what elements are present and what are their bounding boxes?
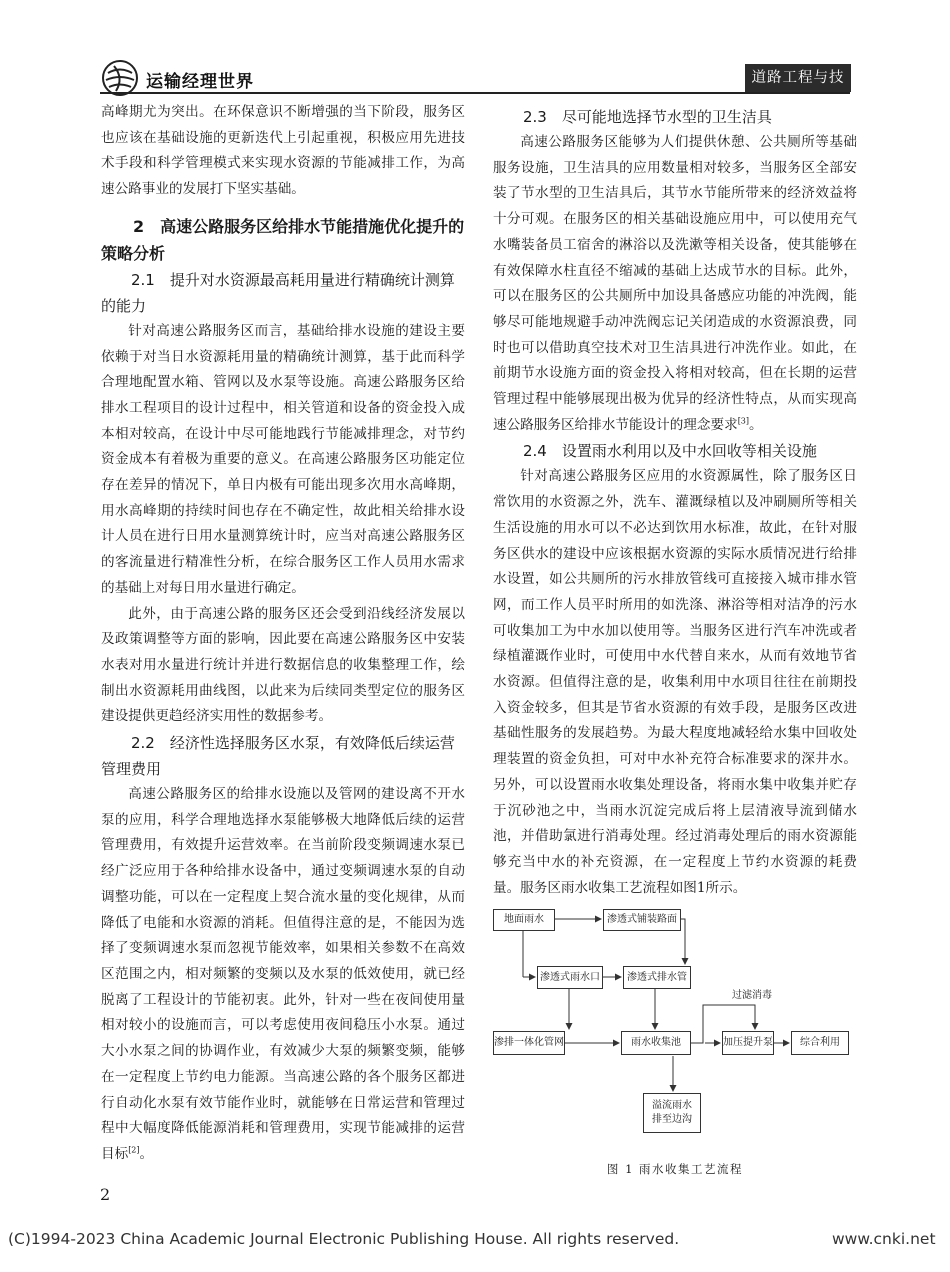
page-number: 2: [100, 1185, 111, 1204]
node-ground-rain: 地面雨水: [493, 909, 555, 931]
citation-ref[interactable]: [2]: [128, 1145, 140, 1155]
copyright-notice: (C)1994-2023 China Academic Journal Electronic Publishing House. All rights reserved.: [8, 1230, 680, 1248]
subsection-heading: 2.2 经济性选择服务区水泵，有效降低后续运营管理费用: [101, 734, 455, 779]
overflow-line: 溢流雨水: [652, 1100, 692, 1112]
rainwater-flow-diagram: [493, 909, 857, 1209]
paragraph: [493, 130, 857, 438]
page-header: [0, 0, 950, 114]
paragraph: 针对高速公路服务区而言，基础给排水设施的建设主要依赖于对当日水资源耗用量的精确统计测算，基于此而科学合理地配置水箱、管网以及水泵等设施。高速公路服务区给排水工程项目的设计过程中，相关管道和设备的资金投入成本相对较高，在设计中尽可能地践行节能减排理念，对节约资金成本有着极为重要的意义。在高速公路服务区功能定位存在差异的情况下，单日内极有可能出现多次用水高峰期，用水高峰期的持续时间也存在不确定性，故此相关给排水设计人员在进行日用水量测算统计时，应当对高速公路服务区的客流量进行精准性分析，在综合服务区工作人员用水需求的基础上对每日用水量进行确定。: [101, 322, 465, 596]
header-rule: [100, 92, 850, 94]
right-column: [493, 100, 857, 1209]
node-integrated-network: 渗排一体化管网: [493, 1031, 565, 1055]
subsection-heading: 2.3 尽可能地选择节水型的卫生洁具: [523, 108, 772, 126]
node-permeable-pavement: 渗透式铺装路面: [603, 909, 681, 931]
paragraph: 此外，由于高速公路的服务区还会受到沿线经济发展以及政策调整等方面的影响，因此要在高速公路服务区中安装水表对用水量进行统计并进行数据信息的收集整理工作，绘制出水资源耗用曲线图，以此来为后续同类型定位的服务区建设提供更趋经济实用性的数据参考。: [101, 605, 465, 725]
node-permeable-pipe: 渗透式排水管: [623, 966, 691, 989]
paragraph-text: 高速公路服务区能够为人们提供休憩、公共厕所等基础服务设施，卫生洁具的应用数量相对较多，当服务区全部安装了节水型的卫生洁具后，其节水节能所带来的经济效益将十分可观。在服务区的相关基础设施应用中，可以使用充气水嘴装备员工宿舍的淋浴以及洗漱等相关设备，使其能够在有效保障水柱直径不缩减的基础上达成节水的目标。此外，可以在服务区的公共厕所中加设具备感应功能的冲洗阀，能够尽可能地规避手动冲洗阀忘记关闭造成的水资源浪费，同时也可以借助真空技术对卫生洁具进行冲洗作业。如此，在前期节水设施方面的资金投入将相对较高，但在长期的运营管理过程中能够展现出极为优异的经济性特点，从而实现高速公路服务区给排水节能设计的理念要求: [493, 134, 857, 433]
paragraph: 高峰期尤为突出。在环保意识不断增强的当下阶段，服务区也应该在基础设施的更新迭代上引起重视，积极应用先进技术手段和科学管理模式来实现水资源的节能减排工作，为高速公路事业的发展打下坚实基础。: [101, 104, 465, 198]
citation-ref[interactable]: [3]: [737, 416, 750, 426]
node-booster-pump: 加压提升泵: [722, 1031, 774, 1055]
page-footer: [0, 1222, 950, 1262]
figure-caption: 图 1 雨水收集工艺流程: [606, 1162, 744, 1177]
node-rain-pool: 雨水收集池: [621, 1031, 691, 1055]
paragraph-end: 。: [139, 1145, 154, 1162]
paragraph: [101, 782, 465, 1168]
node-permeable-inlet: 渗透式雨水口: [537, 966, 603, 989]
paragraph: 针对高速公路服务区应用的水资源属性，除了服务区日常饮用的水资源之外，洗车、灌溉绿植以及冲刷厕所等相关生活设施的用水可以不必达到饮用水标准，故此，在针对服务区供水的建设中应该根据水资源的实际水质情况进行给排水设置，如公共厕所的污水排放管线可直接接入城市排水管网，而工作人员平时所用的如洗涤、淋浴等相对洁净的污水可收集加工为中水加以使用等。当服务区进行汽车冲洗或者绿植灌溉作业时，可使用中水代替自来水，从而有效地节省水资源。但值得注意的是，收集利用中水项目往往在前期投入资金较多，但其是节省水资源的有效手段，是服务区改进基础性服务的发展趋势。为最大程度地减轻给水集中回收处理装置的资金负担，可对中水补充符合标准要求的深井水。另外，可以设置雨水收集处理设备，将雨水集中收集并贮存于沉砂池之中，当雨水沉淀完成后将上层清液导流到储水池，并借助氯进行消毒处理。经过消毒处理后的雨水资源能够充当中水的补充资源，在一定程度上节约水资源的耗费量。服务区雨水收集工艺流程如图1所示。: [493, 468, 857, 896]
node-comprehensive-use: 综合利用: [791, 1031, 849, 1055]
section-heading: 2 高速公路服务区给排水节能措施优化提升的策略分析: [101, 216, 465, 263]
paragraph-end: 。: [749, 416, 763, 433]
left-column: [101, 100, 465, 1168]
journal-title: 运输经理世界: [146, 72, 254, 92]
paragraph-text: 高速公路服务区的给排水设施以及管网的建设离不开水泵的应用，科学合理地选择水泵能够极大地降低后续的运营管理费用，有效提升运营效率。在当前阶段变频调速水泵已经广泛应用于各种给排水设备中，通过变频调速水泵的自动调整功能，可以在一定程度上契合流水量的变化规律，从而降低了电能和水资源的消耗。但值得注意的是，不能因为选择了变频调速水泵而忽视节能效率，如果相关参数不在高效区范围之内，相对频繁的变频以及水泵的低效使用，就已经脱离了工程设计的节能初衷。此外，针对一些在夜间使用量相对较小的设施而言，可以考虑使用夜间稳压小水泵。通过大小水泵之间的协调作业，有效减少大泵的频繁变频，能够在一定程度上节约电力能源。当高速公路的各个服务区都进行自动化水泵有效节能作业时，就能够在日常运营和管理过程中大幅度降低能源消耗和管理费用，实现节能减排的运营目标: [101, 786, 465, 1162]
node-filter-disinfect: 过滤消毒: [732, 990, 772, 1002]
subsection-heading: 2.1 提升对水资源最高耗用量进行精确统计测算的能力: [101, 270, 455, 315]
site-link[interactable]: www.cnki.net: [832, 1230, 936, 1248]
overflow-line: 排至边沟: [652, 1114, 692, 1126]
node-overflow: [643, 1093, 701, 1133]
column-tag: 道路工程与技术: [745, 64, 851, 92]
subsection-heading: 2.4 设置雨水利用以及中水回收等相关设施: [523, 442, 817, 461]
